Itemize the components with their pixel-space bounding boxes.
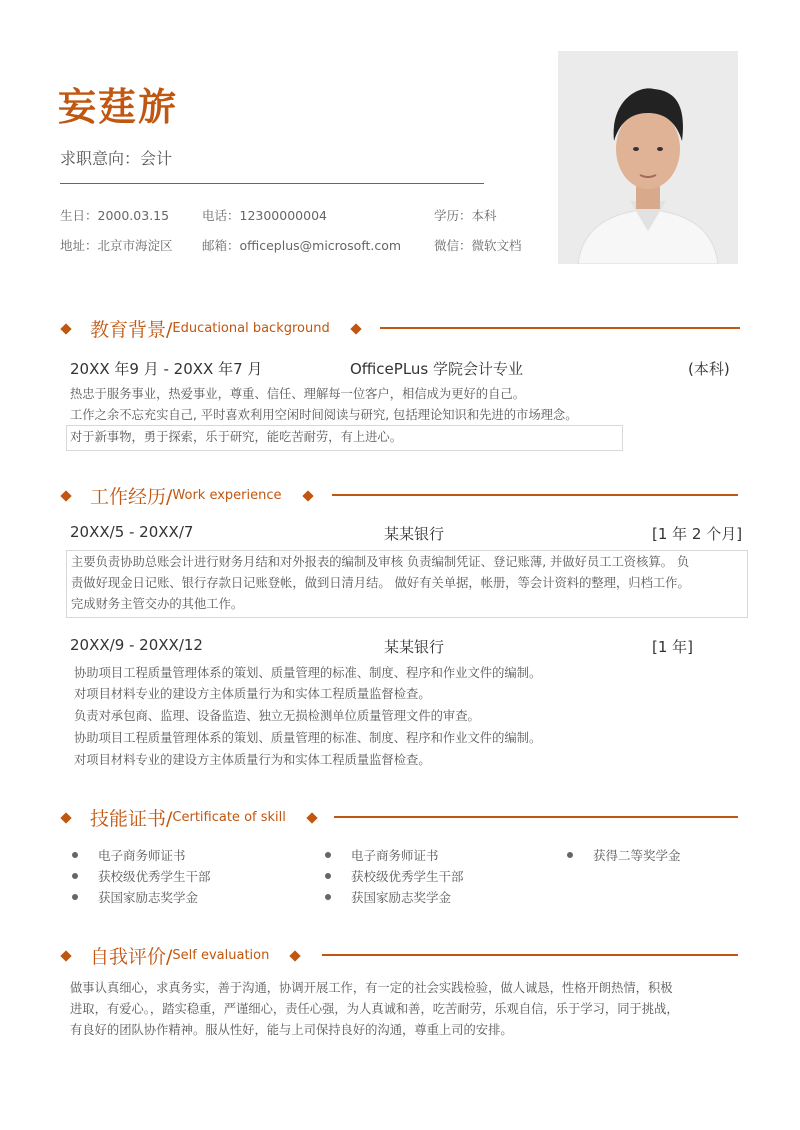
section-title-en: Self evaluation	[172, 948, 270, 963]
diamond-icon	[60, 812, 71, 823]
education-line: 对于新事物，勇于探索，乐于研究，能吃苦耐劳，有上进心。	[66, 425, 623, 451]
profile-photo	[558, 51, 738, 264]
education-line: 工作之余不忘充实自己, 平时喜欢利用空闲时间阅读与研究, 包括理论知识和先进的市场理念。	[70, 408, 578, 422]
bullet-icon	[325, 894, 331, 900]
section-line	[332, 494, 738, 496]
skill-item: 获校级优秀学生干部	[325, 867, 464, 885]
bullet-icon	[325, 852, 331, 858]
skill-item: 获国家励志奖学金	[325, 888, 451, 906]
section-title-en: Educational background	[172, 321, 330, 336]
bullet-icon	[567, 852, 573, 858]
section-title-self	[62, 942, 299, 969]
work-line: 对项目材料专业的建设方主体质量行为和实体工程质量监督检查。	[74, 687, 431, 701]
education-line: 热忠于服务事业，热爱事业，尊重、信任、理解每一位客户，相信成为更好的自己。	[70, 387, 525, 401]
diamond-icon	[350, 323, 361, 334]
section-line	[334, 816, 738, 818]
section-title-cn: 教育背景/	[90, 319, 173, 341]
work-duration: [1 年]	[652, 638, 694, 656]
work-line: 协助项目工程质量管理体系的策划、质量管理的标准、制度、程序和作业文件的编制。	[74, 666, 542, 680]
skill-item: 电子商务师证书	[325, 846, 439, 864]
education-school: OfficePLus 学院会计专业	[350, 360, 524, 378]
diamond-icon	[306, 812, 317, 823]
diamond-icon	[60, 950, 71, 961]
self-eval-line: 有良好的团队协作精神。服从性好，能与上司保持良好的沟通，尊重上司的安排。	[70, 1023, 513, 1037]
work-line: 负责对承包商、监理、设备监造、独立无损检测单位质量管理文件的审查。	[74, 709, 480, 723]
work-line: 协助项目工程质量管理体系的策划、质量管理的标准、制度、程序和作业文件的编制。	[74, 731, 542, 745]
diamond-icon	[60, 323, 71, 334]
work-period: 20XX/5 - 20XX/7	[70, 523, 194, 541]
header-divider	[60, 183, 484, 184]
education-degree: (本科)	[688, 360, 730, 378]
diamond-icon	[290, 950, 301, 961]
info-email: 邮箱：officeplus@microsoft.com	[202, 238, 402, 253]
work-company: 某某银行	[384, 638, 445, 656]
info-address: 地址：北京市海淀区	[60, 238, 173, 253]
self-eval-line: 做事认真细心，求真务实，善于沟通，协调开展工作，有一定的社会实践检验，做人诚恳，性格开朗热情，积极	[70, 981, 673, 995]
section-title-work	[62, 482, 312, 509]
person-photo-icon	[558, 51, 738, 264]
section-title-cn: 自我评价/	[90, 946, 173, 968]
education-period: 20XX 年9 月 - 20XX 年7 月	[70, 360, 263, 378]
work-company: 某某银行	[384, 525, 445, 543]
skill-item: 电子商务师证书	[72, 846, 186, 864]
self-eval-line: 进取，有爱心。，踏实稳重，严谨细心，责任心强，为人真诚和善，吃苦耐劳，乐观自信，乐于学习，同于挑战，	[70, 1002, 679, 1016]
bullet-icon	[325, 873, 331, 879]
info-education: 学历：本科	[434, 208, 497, 223]
work-line: 对项目材料专业的建设方主体质量行为和实体工程质量监督检查。	[74, 753, 431, 767]
work-period: 20XX/9 - 20XX/12	[70, 636, 203, 654]
skill-item: 获国家励志奖学金	[72, 888, 198, 906]
work-line: 完成财务主管交办的其他工作。	[71, 597, 244, 611]
info-phone: 电话：12300000004	[202, 208, 327, 223]
bullet-icon	[72, 894, 78, 900]
bullet-icon	[72, 873, 78, 879]
skill-item: 获校级优秀学生干部	[72, 867, 211, 885]
section-title-en: Certificate of skill	[172, 810, 286, 825]
bullet-icon	[72, 852, 78, 858]
section-line	[380, 327, 740, 329]
work-duration: [1 年 2 个月]	[652, 525, 743, 543]
section-title-cn: 技能证书/	[90, 808, 173, 830]
section-title-skills	[62, 804, 316, 831]
self-evaluation	[70, 978, 740, 1041]
section-line	[322, 954, 738, 956]
info-wechat: 微信：微软文档	[434, 238, 522, 253]
job-intent: 求职意向：会计	[60, 149, 173, 168]
work-line: 主要负责协助总账会计进行财务月结和对外报表的编制及审核 负责编制凭证、登记账薄, 并做好员工工资核算。 负	[71, 555, 690, 569]
skill-item: 获得二等奖学金	[567, 846, 681, 864]
section-title-education	[62, 315, 360, 342]
diamond-icon	[60, 490, 71, 501]
diamond-icon	[302, 490, 313, 501]
candidate-name: 妄莛旂	[58, 85, 179, 129]
section-title-en: Work experience	[172, 488, 282, 503]
work-description-box	[66, 550, 748, 618]
info-birth: 生日：2000.03.15	[60, 208, 170, 223]
work-line: 责做好现金日记账、银行存款日记账登帐，做到日清月结。 做好有关单据，帐册，等会计资料的整理，归档工作。	[71, 576, 690, 590]
section-title-cn: 工作经历/	[90, 486, 173, 508]
